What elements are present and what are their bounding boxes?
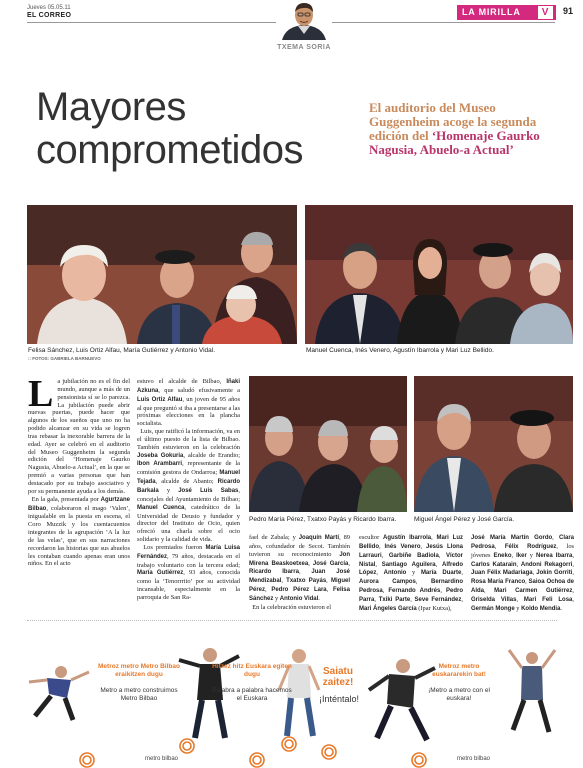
deck-highlight: ‘Homenaje Gaurko Nagusia, Abuelo-a Actual’ (369, 128, 540, 157)
drop-cap: L (28, 373, 54, 415)
person-name: José Luis Sabas (178, 487, 239, 494)
body-text: , (326, 577, 331, 585)
body-text: , (431, 534, 437, 541)
body-text: , (376, 569, 384, 577)
photo-group-1 (27, 205, 297, 344)
section-tag (457, 5, 556, 20)
person-name: Fernando Andrés (388, 588, 441, 595)
article-column-4 (359, 534, 463, 614)
headline-line-1: Mayores (36, 85, 186, 129)
body-text: , concejales del Ayuntamiento de Bilbao; (137, 486, 240, 503)
ad-slogan-basque-4: Metroz metro euskararekin bat! (432, 663, 486, 678)
body-text: , (511, 551, 517, 559)
body-text: (Ipar Kutxa), (416, 604, 452, 612)
body-text: , (461, 569, 463, 577)
body-text: y (526, 551, 536, 559)
person-name: Mari Luz Bellido (359, 535, 464, 550)
body-text: , los jóvenes (471, 542, 575, 559)
newspaper-name: EL CORREO (27, 12, 72, 19)
body-text: , (435, 560, 442, 568)
body-text: , (572, 587, 574, 595)
person-name: Ibon Arambarri (137, 461, 183, 468)
body-text: y (514, 604, 522, 612)
person-name: Alfredo López (359, 561, 463, 577)
ad-slogan-spanish-3: ¡Inténtalo! (318, 694, 360, 704)
body-text: fael de Zabala; y (249, 534, 299, 541)
body-text: , (415, 578, 431, 586)
article-column-2 (137, 378, 240, 602)
body-text: , (572, 569, 574, 577)
person-name: Felisa Sánchez (249, 587, 350, 602)
body-paragraph: En la gala, presentada por (31, 495, 101, 503)
body-text: , (379, 542, 385, 550)
person-name: María Luisa Fernández (137, 544, 240, 560)
person-name: Saioa Ochoa de Alda (471, 579, 574, 595)
orange-swirls (80, 737, 426, 767)
person-name: Santiago Aguilera (381, 561, 436, 568)
photo-group-2 (305, 205, 573, 344)
body-text: , (298, 568, 312, 576)
metro-bilbao-logo: metro bilbao (145, 756, 179, 762)
masthead (0, 0, 583, 52)
person-name: Carlos Katarain (471, 561, 517, 568)
body-text: , (572, 551, 575, 559)
body-text: y (158, 486, 179, 494)
body-text: , (525, 578, 529, 586)
body-text: , 89 años, cofundador de Secot. También tuvieron su reconocimiento (249, 534, 350, 558)
body-text: . (560, 604, 563, 612)
body-text: , (516, 595, 524, 603)
page-number: 91 (563, 6, 574, 16)
person-name: Clara Pedrosa (471, 535, 574, 550)
person-name: María Duarte (420, 570, 462, 577)
body-text: Los premiados fueron (143, 543, 206, 551)
body-text: , (484, 587, 495, 595)
body-text: , 79 años, destacada en el trabajo voluntario con la tercera edad; (137, 552, 240, 569)
person-name: Ricardo Ibarra (249, 569, 299, 576)
body-text: , (281, 577, 287, 585)
body-text: escultor (359, 534, 383, 541)
body-text: , 93 años, conocida como la ‘Tenorrrito’ por su actividad incansable, especialmente en la parroquia de San Ra- (137, 569, 240, 601)
ad-slogan-spanish-1: Metro a metro construimos Metro Bilbao (100, 687, 178, 702)
person-name: Iker (516, 552, 527, 559)
person-name: Koldo Mendia (521, 605, 561, 612)
person-name: Seve Fernández (414, 596, 462, 603)
person-name: Txatxo Payás (286, 578, 327, 585)
article-column-1 (28, 373, 130, 568)
body-text: , alcalde de Abanto; (155, 478, 218, 486)
body-text: , (326, 586, 333, 594)
issue-date: Jueves 05.05.11 (27, 5, 71, 11)
person-name: Mari Feli Losa (523, 596, 573, 603)
body-text: , (265, 586, 272, 594)
person-name: Txiki Parte (378, 596, 411, 603)
person-name: José García (312, 560, 349, 567)
body-text: , (572, 560, 574, 568)
ad-slogan-basque-2: Hitzez hitz Euskara egiten dugu (212, 663, 292, 678)
person-name: Andoni Rekagorri (520, 561, 573, 568)
body-paragraph: a jubilación no es el fin del mundo, aunque a más de un pensionista sí se lo parezca. La jubilación puede abrir nuevas puertas, puede hacer que algunos de los sueños que uno no ha podido alcanzar en su vida se logren tras rebasar la inexorable barrera de la edad. Ayer se celebró en el auditorio del Museo Guggenheim la segunda edición del ‘Homenaje Gaurko Nagusia, Abuelo-a Actual’, en la que se premió a varias personas que han destacado por su trabajo asociativo y por su permanente ayuda a los demás. (28, 378, 130, 495)
person-name: Félix Rodríguez (504, 543, 557, 550)
person-name: Juan Félix Madariaga (471, 570, 533, 577)
person-name: Eneko (493, 552, 512, 559)
body-text: Luis, que ratificó la información, va en el último puesto de la lista de Bilbao. También estuvieron en la celebración (137, 428, 240, 451)
person-name: Víctor Nistal (359, 552, 463, 568)
body-text: , (348, 559, 350, 567)
article-column-5 (471, 534, 574, 614)
photo-caption-4: Miguel Ángel Pérez y José García. (414, 516, 515, 523)
photo-group-4 (414, 376, 573, 512)
section-name: LA MIRILLA (462, 7, 521, 17)
metro-bilbao-advertisement[interactable] (27, 620, 557, 768)
body-text: , (381, 551, 389, 559)
body-text: y (406, 569, 421, 577)
body-text: , (374, 595, 379, 603)
body-text: , (461, 595, 463, 603)
person-name: Antonio (383, 570, 407, 577)
ad-slogan-basque-1: Metroz metro Metro Bilbao eraikitzen dugu (98, 663, 180, 678)
person-name: Luis Ortiz Alfau (137, 396, 183, 403)
body-text: , representante de la comisión gestora de Ondarroa; (137, 460, 240, 477)
person-name: Agustín Ibarrola (382, 535, 432, 541)
person-name: Griselda Villas (471, 596, 517, 603)
columnist-portrait (276, 0, 332, 40)
person-name: Aurora Campos (359, 579, 416, 586)
person-name: Pedro Pérez Lara (271, 587, 327, 594)
person-name: Mari Carmen Gutiérrez (494, 588, 573, 595)
person-name: Juan José Mendizabal (249, 569, 350, 585)
deck-text: El auditorio del Museo Guggenheim acoge la segunda edición del (369, 100, 537, 143)
person-name: Mari Ángeles García (359, 605, 417, 612)
body-text: , (420, 542, 426, 550)
person-name: Ricardo Barkala (137, 479, 240, 494)
ad-slogan-basque-3: Saiatu zaitez! (322, 666, 354, 688)
person-name: Manuel Tejada (137, 470, 240, 486)
photo-caption-2: Manuel Cuenca, Inés Venero, Agustín Ibarrola y Mari Luz Bellido. (306, 347, 494, 354)
metro-bilbao-logo: metro bilbao (457, 756, 491, 762)
ad-slogan-spanish-4: ¡Metro a metro con el euskara! (428, 687, 490, 702)
body-text: , un joven de 95 años al que preguntó si iba a presentarse a las próximas elecciones en la plancha socialista. (137, 395, 240, 428)
body-text: , (552, 534, 559, 541)
person-name: Joaquín Martí (298, 535, 340, 541)
person-name: Inés Venero (384, 543, 421, 550)
headline (36, 86, 303, 172)
body-text: , (308, 559, 313, 567)
article-column-3 (249, 534, 350, 612)
person-name: Manuel Cuenca (137, 504, 185, 511)
person-name: Antonio Vidal (279, 595, 319, 602)
person-name: Jokin Gorriti (536, 570, 573, 577)
person-name: Agurtzane Bilbao (28, 496, 130, 512)
body-text: , alcalde de Erandio; (183, 451, 240, 459)
body-text: , (375, 560, 382, 568)
person-name: Pedro Parra (359, 588, 464, 603)
ad-slogan-spanish-2: Palabra a palabra hacemos el Euskara (212, 687, 292, 702)
body-text: , (382, 587, 389, 595)
photo-credit: :: FOTOS: GABRIELA BARNUEVO (28, 356, 101, 361)
body-text: , (572, 595, 575, 603)
body-text: estuvo el alcalde de Bilbao, (137, 378, 227, 385)
person-name: Rosa María Franco (471, 579, 526, 586)
body-text: , (516, 560, 521, 568)
person-name: José María Martín Gordo (471, 535, 553, 541)
body-text: , (532, 569, 537, 577)
headline-line-2: comprometidos (36, 128, 303, 172)
person-name: Iñaki Azkuna (137, 379, 240, 394)
photo-group-3 (249, 376, 407, 512)
person-name: Germán Monge (471, 605, 515, 612)
person-name: María Gutiérrez (137, 570, 184, 577)
photo-caption-1: Felisa Sánchez, Luis Ortiz Alfau, María Gutiérrez y Antonio Vidal. (28, 347, 216, 354)
columnist-name: TXEMA SORIA (277, 44, 331, 51)
body-text: , (494, 542, 505, 550)
photo-caption-3: Pedro María Pérez, Txatxo Payás y Ricardo Ibarra. (249, 516, 397, 523)
body-text: , que saludó efusivamente a (158, 386, 240, 394)
person-name: Jesús Llona Larrauri (359, 543, 463, 559)
person-name: Joseba Gokuria (137, 452, 184, 459)
body-text: En la celebración estuvieron el (252, 603, 331, 611)
jumping-figure-1 (29, 666, 89, 720)
body-text: , (440, 587, 446, 595)
jumping-figure-5 (509, 650, 555, 732)
person-name: Nerea Ibarra (535, 552, 573, 559)
person-name: Miguel Pérez (249, 578, 350, 594)
body-text: . (318, 594, 320, 602)
body-text: , (410, 595, 415, 603)
person-name: Garbiñe Badiola (388, 552, 439, 559)
body-text: , catedrático de la Universidad de Deusto y fundador y director del Instituto de Ocio, quien ofreció una charla sobre el ocio solidario y la calidad de vida. (137, 503, 241, 544)
body-paragraph: , colaboraron el mago ‘Valen’, inigualable en la puesta en escena, el Coro Muzzik y los cuentacuentos integrantes de la agrupación ‘A la luz de las velas’, que en sus narraciones recordaron las historias que sus abuelos les contaban cuando apenas eran unos niños. En el acto (28, 504, 130, 568)
person-name: Jon Mirena Beaskoetxea (249, 551, 350, 567)
body-text: , (438, 551, 446, 559)
body-text: y (273, 594, 280, 602)
deck (369, 101, 569, 157)
person-name: Bernardino Pedrosa (359, 579, 463, 595)
section-letter: V (538, 6, 553, 19)
